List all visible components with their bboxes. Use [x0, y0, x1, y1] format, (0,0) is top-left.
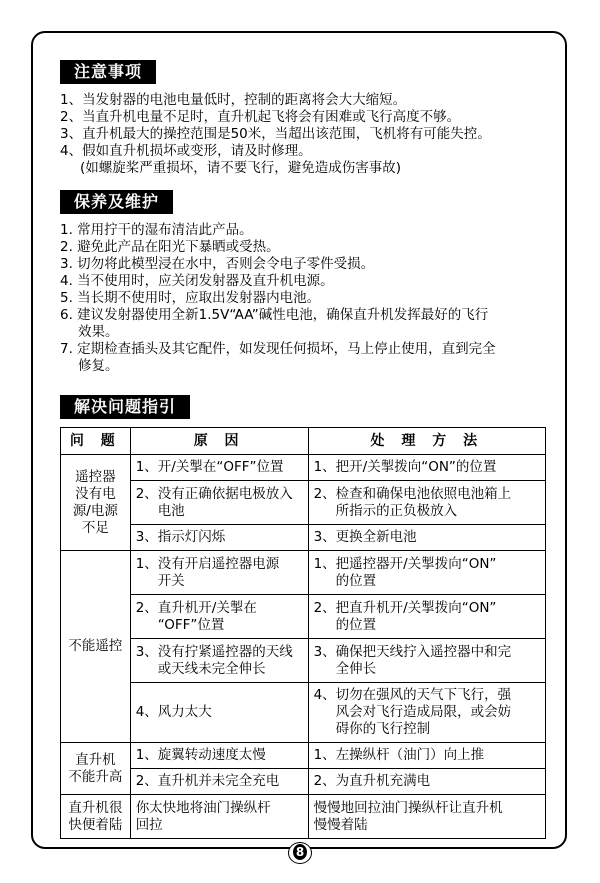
- fix-line: 全伸长: [335, 660, 377, 677]
- cause-cell: [130, 481, 308, 525]
- cause-line: 1、开/关掣在“OFF”位置: [135, 459, 284, 475]
- cause-line: 回拉: [135, 816, 163, 833]
- fix-line: 4、切勿在强风的天气下飞行，强: [313, 687, 512, 703]
- cause-line: 2、没有正确依据电极放入: [135, 485, 293, 502]
- fix-line: 1、把开/关掣拨向“ON”的位置: [313, 459, 497, 475]
- cause-cell: [130, 683, 308, 743]
- fix-cell: [308, 795, 545, 839]
- fix-line: 3、确保把天线拧入遥控器中和完: [313, 643, 512, 660]
- problem-line: 不足: [81, 519, 109, 536]
- fix-cell: [308, 639, 545, 683]
- cause-cell: [130, 525, 308, 551]
- fix-line: 2、检查和确保电池依照电池箱上: [313, 485, 512, 502]
- notice-item: 2、当直升机电量不足时，直升机起飞将会有困难或飞行高度不够。: [60, 109, 461, 125]
- troubleshooting-heading: 解决问题指引: [60, 395, 190, 419]
- maintenance-item: 4. 当不使用时，应关闭发射器及直升机电源。: [60, 273, 334, 289]
- table-row: [61, 769, 546, 795]
- fix-line: 碍你的飞行控制: [335, 721, 431, 737]
- problem-line: 快便着陆: [68, 816, 123, 833]
- maintenance-list: [60, 222, 560, 375]
- cause-line: 电池: [157, 502, 185, 519]
- problem-line: 不能遥控: [68, 638, 123, 654]
- cause-line: 开关: [157, 572, 185, 589]
- fix-cell: [308, 551, 545, 595]
- maintenance-item: 2. 避免此产品在阳光下暴晒或受热。: [60, 239, 280, 255]
- cause-cell: [130, 795, 308, 839]
- cause-cell: [130, 455, 308, 481]
- fix-cell: [308, 743, 545, 769]
- cause-line: 1、没有开启遥控器电源: [135, 555, 280, 572]
- maintenance-item: 3. 切勿将此模型浸在水中，否则会令电子零件受损。: [60, 256, 375, 272]
- fix-line: 2、把直升机开/关掣拨向“ON”: [313, 599, 497, 616]
- cause-line: 3、没有拧紧遥控器的天线: [135, 643, 293, 660]
- fix-cell: [308, 595, 545, 639]
- problem-cell: [61, 551, 131, 743]
- table-row: [61, 743, 546, 769]
- problem-line: 直升机很: [68, 799, 123, 816]
- problem-cell: [61, 795, 131, 839]
- fix-line: 慢慢着陆: [313, 816, 368, 833]
- header-cause: 原 因: [130, 428, 308, 455]
- table-row: [61, 551, 546, 595]
- fix-line: 3、更换全新电池: [313, 529, 417, 545]
- maintenance-item: 1. 常用拧干的湿布清洁此产品。: [60, 222, 253, 238]
- maintenance-item: 6. 建议发射器使用全新1.5V“AA”碱性电池，确保直升机发挥最好的飞行 效果。: [60, 307, 489, 340]
- table-row: [61, 683, 546, 743]
- fix-cell: [308, 683, 545, 743]
- cause-line: 2、直升机开/关掣在: [135, 599, 257, 616]
- table-row: [61, 795, 546, 839]
- cause-line: “OFF”位置: [157, 616, 225, 633]
- table-header-row: [61, 428, 546, 455]
- maintenance-heading: 保养及维护: [60, 190, 173, 214]
- maintenance-item: 5. 当长期不使用时，应取出发射器内电池。: [60, 290, 321, 306]
- fix-line: 的位置: [335, 572, 377, 589]
- header-problem: 问 题: [61, 428, 131, 455]
- problem-cell: [61, 743, 131, 795]
- problem-line: 没有电: [75, 485, 116, 502]
- notice-list: [60, 92, 560, 177]
- fix-cell: [308, 525, 545, 551]
- cause-line: 4、风力太大: [135, 704, 212, 720]
- table-row: [61, 639, 546, 683]
- problem-line: 遥控器: [75, 468, 116, 485]
- maintenance-item: 7. 定期检查插头及其它配件，如发现任何损坏，马上停止使用，直到完全 修复。: [60, 341, 496, 374]
- problem-cell: [61, 455, 131, 551]
- table-row: [61, 481, 546, 525]
- fix-line: 1、把遥控器开/关掣拨向“ON”: [313, 555, 497, 572]
- fix-line: 所指示的正负极放入: [335, 502, 458, 519]
- notice-item: 3、直升机最大的操控范围是50米，当超出该范围，飞机将有可能失控。: [60, 126, 491, 142]
- problem-line: 源/电源: [72, 502, 118, 519]
- cause-cell: [130, 551, 308, 595]
- cause-cell: [130, 639, 308, 683]
- table-row: [61, 455, 546, 481]
- fix-cell: [308, 455, 545, 481]
- cause-cell: [130, 595, 308, 639]
- cause-cell: [130, 743, 308, 769]
- problem-line: 不能升高: [68, 768, 123, 785]
- notice-heading: 注意事项: [60, 60, 156, 84]
- troubleshooting-table: [60, 427, 546, 839]
- fix-cell: [308, 481, 545, 525]
- notice-item: 4、假如直升机损坏或变形，请及时修理。: [60, 143, 312, 159]
- fix-line: 的位置: [335, 616, 377, 633]
- cause-line: 3、指示灯闪烁: [135, 529, 226, 545]
- page-number: 8: [288, 842, 312, 864]
- fix-line: 风会对飞行造成局限，或会妨: [335, 704, 512, 720]
- cause-line: 2、直升机并未完全充电: [135, 773, 280, 789]
- cause-line: 或天线未完全伸长: [157, 660, 266, 677]
- problem-line: 直升机: [75, 751, 116, 768]
- table-row: [61, 595, 546, 639]
- header-fix: 处 理 方 法: [308, 428, 545, 455]
- fix-line: 1、左操纵杆（油门）向上推: [313, 747, 485, 763]
- table-row: [61, 525, 546, 551]
- cause-line: 你太快地将油门操纵杆: [135, 799, 271, 816]
- cause-line: 1、旋翼转动速度太慢: [135, 747, 266, 763]
- fix-cell: [308, 769, 545, 795]
- fix-line: 慢慢地回拉油门操纵杆让直升机: [313, 799, 503, 816]
- notice-item: 1、当发射器的电池电量低时，控制的距离将会大大缩短。: [60, 92, 407, 108]
- notice-item-note: (如螺旋桨严重损坏，请不要飞行，避免造成伤害事故): [80, 160, 402, 176]
- cause-cell: [130, 769, 308, 795]
- fix-line: 2、为直升机充满电: [313, 773, 431, 789]
